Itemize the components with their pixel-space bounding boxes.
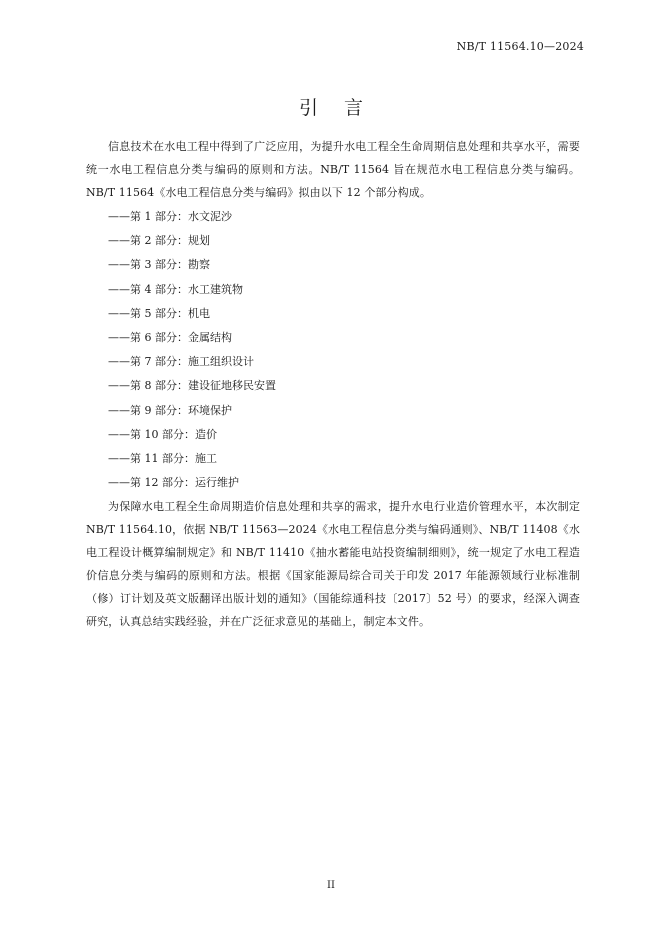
intro-paragraph: 信息技术在水电工程中得到了广泛应用，为提升水电工程全生命周期信息处理和共享水平，需要统一水电工程信息分类与编码的原则和方法。NB/T 11564 旨在规范水电工程信息分类与编码。NB/T 11564《水电工程信息分类与编码》拟由以下 12 个部分构成。 bbox=[86, 140, 580, 199]
list-item: ——第 11 部分：施工 bbox=[108, 452, 217, 466]
list-item: ——第 7 部分：施工组织设计 bbox=[108, 355, 254, 369]
list-item: ——第 1 部分：水文泥沙 bbox=[108, 210, 232, 223]
list-item: ——第 5 部分：机电 bbox=[108, 306, 210, 320]
list-item: ——第 6 部分：金属结构 bbox=[108, 331, 232, 345]
list-item: ——第 12 部分：运行维护 bbox=[108, 476, 239, 490]
list-item: ——第 3 部分：勘察 bbox=[108, 258, 210, 272]
intro-section bbox=[86, 135, 580, 204]
list-item: ——第 4 部分：水工建筑物 bbox=[108, 282, 243, 296]
purpose-section bbox=[86, 495, 580, 633]
page-number: II bbox=[327, 880, 335, 891]
list-item: ——第 10 部分：造价 bbox=[108, 427, 217, 441]
title-char-2: 言 bbox=[344, 97, 364, 119]
list-item: ——第 2 部分：规划 bbox=[108, 234, 210, 248]
purpose-paragraph: 为保障水电工程全生命周期造价信息处理和共享的需求，提升水电行业造价管理水平，本次制定 NB/T 11564.10，依据 NB/T 11563—2024《水电工程信息分类与编码通则》、NB/T 11408《水电工程设计概算编制规定》和 NB/T 11410《抽水蓄能电站投资编制细则》，统一规定了水电工程造价信息分类与编码的原则和方法。根据《国家能源局综合司关于印发 2017 年能源领域行业标准制（修）订计划及英文版翻译出版计划的通知》（国能综通科技〔2017〕52 号）的要求，经深入调查研究，认真总结实践经验，并在广泛征求意见的基础上，制定本文件。 bbox=[86, 500, 580, 628]
list-item: ——第 8 部分：建设征地移民安置 bbox=[108, 379, 276, 393]
standard-number-header: NB/T 11564.10—2024 bbox=[456, 40, 584, 53]
title-char-1: 引 bbox=[298, 97, 318, 119]
parts-list bbox=[108, 205, 276, 495]
page-title bbox=[0, 93, 662, 120]
list-item: ——第 9 部分：环境保护 bbox=[108, 403, 232, 417]
